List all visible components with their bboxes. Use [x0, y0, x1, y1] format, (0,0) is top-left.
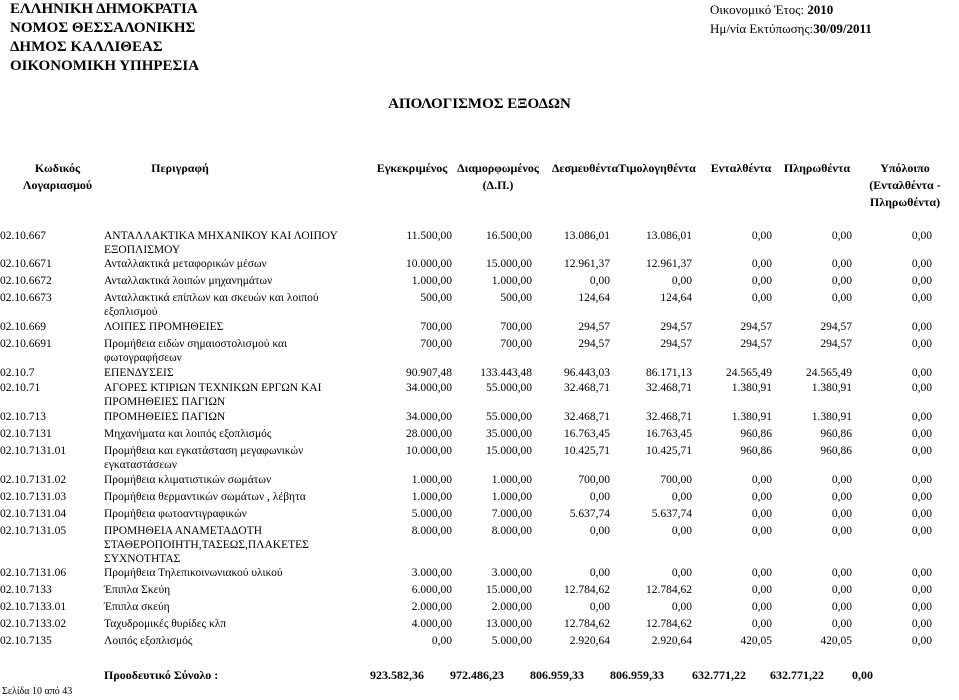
amount-cell: 24.565,49 — [726, 367, 772, 379]
description-line: Προμήθεια θερμαντικών σωμάτων , λέβητα — [104, 491, 306, 503]
amount-cell: 0,00 — [751, 292, 772, 304]
amount-cell: 55.000,00 — [486, 382, 532, 394]
amount-cell: 11.500,00 — [406, 230, 452, 242]
col-header-paid: Πληρωθέντα — [783, 161, 851, 175]
amount-cell: 0,00 — [671, 601, 692, 613]
amount-cell: 294,57 — [660, 321, 692, 333]
description-line: Προμήθεια φωτοαντιγραφικών — [104, 508, 247, 520]
description-line: ΠΡΟΜΗΘΕΙΑ ΑΝΑΜΕΤΑΔΟΤΗ — [104, 525, 263, 537]
amount-cell: 1.000,00 — [491, 474, 532, 486]
amount-cell: 1.000,00 — [491, 491, 532, 503]
amount-cell: 15.000,00 — [486, 445, 532, 457]
amount-cell: 1.380,91 — [811, 411, 852, 423]
account-description — [104, 274, 344, 288]
amount-cell: 700,00 — [500, 338, 532, 350]
amount-cell: 0,00 — [589, 491, 610, 503]
amount-cell: 1.380,91 — [731, 382, 772, 394]
amount-cell: 420,05 — [740, 635, 772, 647]
total-value: 806.959,33 — [610, 668, 664, 682]
amount-cell: 55.000,00 — [486, 411, 532, 423]
account-description — [104, 566, 344, 580]
description-line: ΑΝΤΑΛΛΑΚΤΙΚΑ ΜΗΧΑΝΙΚΟΥ ΚΑΙ ΛΟΙΠΟΥ — [104, 230, 338, 242]
amount-cell: 0,00 — [831, 567, 852, 579]
total-label: Προοδευτικό Σύνολο : — [104, 668, 219, 682]
amount-cell: 133.443,48 — [480, 367, 532, 379]
amount-cell: 0,00 — [589, 567, 610, 579]
amount-cell: 0,00 — [911, 230, 932, 242]
fiscal-year-label: Οικονομικό Έτος: — [710, 2, 805, 17]
description-line: Προμήθεια ειδών σημαιοστολισμού και — [104, 338, 288, 350]
amount-cell: 34.000,00 — [406, 382, 452, 394]
description-line: Ανταλλακτικά επίπλων και σκευών και λοιπού — [104, 292, 319, 304]
account-description — [104, 490, 344, 504]
account-description — [104, 229, 344, 257]
amount-cell: 1.380,91 — [811, 382, 852, 394]
amount-cell: 960,86 — [740, 445, 772, 457]
report-title: ΑΠΟΛΟΓΙΣΜΟΣ ΕΞΟΔΩΝ — [388, 96, 571, 112]
account-description — [104, 366, 344, 380]
account-description — [104, 507, 344, 521]
amount-cell: 35.000,00 — [486, 428, 532, 440]
amount-cell: 86.171,13 — [646, 367, 692, 379]
amount-cell: 0,00 — [911, 411, 932, 423]
amount-cell: 8.000,00 — [491, 525, 532, 537]
amount-cell: 0,00 — [831, 618, 852, 630]
amount-cell: 5.000,00 — [411, 508, 452, 520]
amount-cell: 0,00 — [671, 275, 692, 287]
col-header-approved: Εγκεκριμένος — [376, 161, 448, 175]
col-header-committed: Δεσμευθέντα — [551, 161, 619, 175]
amount-cell: 0,00 — [831, 474, 852, 486]
amount-cell: 5.000,00 — [491, 635, 532, 647]
amount-cell: 700,00 — [660, 474, 692, 486]
amount-cell: 24.565,49 — [806, 367, 852, 379]
header-line: ΔΗΜΟΣ ΚΑΛΛΙΘΕΑΣ — [10, 39, 163, 55]
account-code: 02.10.667 — [0, 230, 46, 242]
description-line: ΕΞΟΠΛΙΣΜΟΥ — [104, 244, 181, 256]
amount-cell: 2.000,00 — [411, 601, 452, 613]
amount-cell: 0,00 — [751, 230, 772, 242]
description-line: Ανταλλακτικά λοιπών μηχανημάτων — [104, 275, 273, 287]
amount-cell: 0,00 — [911, 292, 932, 304]
account-code: 02.10.7131.05 — [0, 525, 67, 537]
amount-cell: 0,00 — [589, 601, 610, 613]
amount-cell: 0,00 — [911, 508, 932, 520]
col-header-remaining: Υπόλοιπο (Ενταλθέντα - Πληρωθέντα) — [869, 161, 941, 209]
amount-cell: 0,00 — [751, 567, 772, 579]
amount-cell: 10.425,71 — [646, 445, 692, 457]
amount-cell: 0,00 — [831, 292, 852, 304]
description-line: ΕΠΕΝΔΥΣΕΙΣ — [104, 367, 174, 379]
amount-cell: 700,00 — [420, 338, 452, 350]
description-line: Λοιπός εξοπλισμός — [104, 635, 193, 647]
amount-cell: 2.920,64 — [651, 635, 692, 647]
amount-cell: 700,00 — [420, 321, 452, 333]
amount-cell: 500,00 — [420, 292, 452, 304]
description-line: ΛΟΙΠΕΣ ΠΡΟΜΗΘΕΙΕΣ — [104, 321, 224, 333]
organization-header — [10, 0, 199, 76]
amount-cell: 10.000,00 — [406, 258, 452, 270]
amount-cell: 0,00 — [751, 508, 772, 520]
amount-cell: 700,00 — [578, 474, 610, 486]
col-header-modified: Διαμορφωμένος (Δ.Π.) — [457, 161, 539, 192]
account-code: 02.10.7133.01 — [0, 601, 67, 613]
amount-cell: 420,05 — [820, 635, 852, 647]
description-line: ΑΓΟΡΕΣ ΚΤΙΡΙΩΝ ΤΕΧΝΙΚΩΝ ΕΡΓΩΝ ΚΑΙ — [104, 382, 322, 394]
description-line: ΣΥΧΝΟΤΗΤΑΣ — [104, 553, 181, 565]
page-number: Σελίδα 10 από 43 — [2, 686, 73, 697]
account-description — [104, 427, 344, 441]
amount-cell: 32.468,71 — [564, 411, 610, 423]
amount-cell: 294,57 — [740, 338, 772, 350]
account-description — [104, 634, 344, 648]
amount-cell: 0,00 — [589, 275, 610, 287]
total-value: 632.771,22 — [692, 668, 746, 682]
amount-cell: 0,00 — [911, 275, 932, 287]
description-line: Ταχυδρομικές θυρίδες κλπ — [104, 618, 227, 630]
amount-cell: 0,00 — [751, 491, 772, 503]
print-date-value: 30/09/2011 — [813, 21, 872, 36]
amount-cell: 10.000,00 — [406, 445, 452, 457]
description-line: Έπιπλα σκεύη — [104, 601, 170, 613]
description-line: Προμήθεια και εγκατάσταση μεγαφωνικών — [104, 445, 304, 457]
print-date-label: Ημ/νία Εκτύπωσης: — [710, 21, 814, 36]
header-line: ΝΟΜΟΣ ΘΕΣΣΑΛΟΝΙΚΗΣ — [10, 20, 196, 36]
amount-cell: 12.784,62 — [564, 584, 610, 596]
amount-cell: 1.000,00 — [491, 275, 532, 287]
amount-cell: 0,00 — [911, 367, 932, 379]
amount-cell: 0,00 — [751, 275, 772, 287]
description-line: Ανταλλακτικά μεταφορικών μέσων — [104, 258, 267, 270]
amount-cell: 1.000,00 — [411, 275, 452, 287]
amount-cell: 124,64 — [578, 292, 610, 304]
amount-cell: 700,00 — [500, 321, 532, 333]
amount-cell: 0,00 — [911, 491, 932, 503]
amount-cell: 96.443,03 — [564, 367, 610, 379]
amount-cell: 0,00 — [911, 474, 932, 486]
account-code: 02.10.7131.04 — [0, 508, 67, 520]
account-code: 02.10.6672 — [0, 275, 52, 287]
account-code: 02.10.7 — [0, 367, 35, 379]
description-line: ΠΡΟΜΗΘΕΙΕΣ ΠΑΓΙΩΝ — [104, 396, 226, 408]
amount-cell: 0,00 — [911, 635, 932, 647]
amount-cell: 0,00 — [911, 258, 932, 270]
account-description — [104, 410, 344, 424]
account-code: 02.10.7131 — [0, 428, 52, 440]
amount-cell: 0,00 — [831, 601, 852, 613]
amount-cell: 90.907,48 — [406, 367, 452, 379]
total-value: 806.959,33 — [530, 668, 584, 682]
amount-cell: 16.763,45 — [564, 428, 610, 440]
col-header-code: Κωδικός Λογαριασμού — [22, 161, 93, 192]
amount-cell: 294,57 — [578, 321, 610, 333]
fiscal-year-value: 2010 — [807, 2, 834, 17]
amount-cell: 0,00 — [911, 445, 932, 457]
header-line: ΟΙΚΟΝΟΜΙΚΗ ΥΠΗΡΕΣΙΑ — [10, 58, 200, 74]
amount-cell: 13.086,01 — [646, 230, 692, 242]
amount-cell: 2.920,64 — [569, 635, 610, 647]
amount-cell: 0,00 — [831, 230, 852, 242]
description-line: Έπιπλα Σκεύη — [104, 584, 171, 596]
description-line: εγκαταστάσεων — [104, 459, 177, 471]
account-description — [104, 291, 344, 319]
description-line: Μηχανήματα και λοιπός εξοπλισμός — [104, 428, 272, 440]
amount-cell: 4.000,00 — [411, 618, 452, 630]
amount-cell: 32.468,71 — [646, 382, 692, 394]
amount-cell: 0,00 — [589, 525, 610, 537]
amount-cell: 0,00 — [671, 567, 692, 579]
account-description — [104, 337, 344, 365]
amount-cell: 0,00 — [911, 428, 932, 440]
amount-cell: 5.637,74 — [651, 508, 692, 520]
amount-cell: 3.000,00 — [411, 567, 452, 579]
amount-cell: 0,00 — [911, 321, 932, 333]
amount-cell: 34.000,00 — [406, 411, 452, 423]
account-description — [104, 600, 344, 614]
amount-cell: 0,00 — [751, 474, 772, 486]
account-code: 02.10.6671 — [0, 258, 52, 270]
amount-cell: 0,00 — [831, 525, 852, 537]
amount-cell: 2.000,00 — [491, 601, 532, 613]
amount-cell: 124,64 — [660, 292, 692, 304]
amount-cell: 0,00 — [831, 258, 852, 270]
amount-cell: 0,00 — [751, 601, 772, 613]
header-line: ΕΛΛΗΝΙΚΗ ΔΗΜΟΚΡΑΤΙΑ — [10, 1, 198, 17]
account-description — [104, 583, 344, 597]
description-line: φωτογραφήσεων — [104, 352, 182, 364]
amount-cell: 294,57 — [820, 338, 852, 350]
amount-cell: 1.000,00 — [411, 474, 452, 486]
amount-cell: 10.425,71 — [564, 445, 610, 457]
amount-cell: 0,00 — [671, 491, 692, 503]
amount-cell: 8.000,00 — [411, 525, 452, 537]
amount-cell: 0,00 — [911, 567, 932, 579]
amount-cell: 0,00 — [751, 258, 772, 270]
total-value: 632.771,22 — [770, 668, 824, 682]
account-code: 02.10.6691 — [0, 338, 52, 350]
account-code: 02.10.7131.06 — [0, 567, 67, 579]
amount-cell: 0,00 — [911, 601, 932, 613]
amount-cell: 0,00 — [831, 491, 852, 503]
account-code: 02.10.7131.03 — [0, 491, 67, 503]
account-description — [104, 320, 344, 334]
amount-cell: 960,86 — [820, 445, 852, 457]
description-line: εξοπλισμού — [104, 306, 158, 318]
account-description — [104, 617, 344, 631]
amount-cell: 0,00 — [911, 525, 932, 537]
amount-cell: 0,00 — [911, 338, 932, 350]
account-description — [104, 444, 344, 472]
col-header-invoiced: Τιμολογηθέντα — [618, 161, 696, 175]
amount-cell: 0,00 — [911, 584, 932, 596]
account-code: 02.10.71 — [0, 382, 41, 394]
amount-cell: 12.784,62 — [564, 618, 610, 630]
amount-cell: 0,00 — [431, 635, 452, 647]
description-line: Προμήθεια Τηλεπικοινωνιακού υλικού — [104, 567, 283, 579]
amount-cell: 1.000,00 — [411, 491, 452, 503]
amount-cell: 32.468,71 — [646, 411, 692, 423]
total-value: 972.486,23 — [450, 668, 504, 682]
total-value: 923.582,36 — [370, 668, 424, 682]
amount-cell: 0,00 — [751, 584, 772, 596]
amount-cell: 294,57 — [740, 321, 772, 333]
amount-cell: 28.000,00 — [406, 428, 452, 440]
account-description — [104, 257, 344, 271]
amount-cell: 294,57 — [820, 321, 852, 333]
amount-cell: 15.000,00 — [486, 584, 532, 596]
account-code: 02.10.713 — [0, 411, 46, 423]
amount-cell: 0,00 — [751, 618, 772, 630]
amount-cell: 12.961,37 — [564, 258, 610, 270]
account-code: 02.10.7133.02 — [0, 618, 67, 630]
amount-cell: 12.961,37 — [646, 258, 692, 270]
amount-cell: 6.000,00 — [411, 584, 452, 596]
amount-cell: 0,00 — [911, 382, 932, 394]
amount-cell: 0,00 — [911, 618, 932, 630]
amount-cell: 13.000,00 — [486, 618, 532, 630]
account-description — [104, 473, 344, 487]
amount-cell: 13.086,01 — [564, 230, 610, 242]
amount-cell: 0,00 — [831, 275, 852, 287]
amount-cell: 5.637,74 — [569, 508, 610, 520]
account-code: 02.10.7135 — [0, 635, 52, 647]
amount-cell: 0,00 — [751, 525, 772, 537]
amount-cell: 32.468,71 — [564, 382, 610, 394]
amount-cell: 0,00 — [831, 584, 852, 596]
total-value: 0,00 — [852, 668, 873, 682]
amount-cell: 3.000,00 — [491, 567, 532, 579]
amount-cell: 500,00 — [500, 292, 532, 304]
description-line: ΠΡΟΜΗΘΕΙΕΣ ΠΑΓΙΩΝ — [104, 411, 226, 423]
amount-cell: 12.784,62 — [646, 584, 692, 596]
account-code: 02.10.7131.01 — [0, 445, 67, 457]
amount-cell: 1.380,91 — [731, 411, 772, 423]
amount-cell: 16.763,45 — [646, 428, 692, 440]
account-description — [104, 381, 344, 409]
col-header-ordered: Ενταλθέντα — [710, 161, 772, 175]
amount-cell: 0,00 — [831, 508, 852, 520]
account-code: 02.10.6673 — [0, 292, 52, 304]
account-code: 02.10.7131.02 — [0, 474, 67, 486]
account-code: 02.10.669 — [0, 321, 46, 333]
amount-cell: 960,86 — [820, 428, 852, 440]
report-meta — [710, 0, 872, 38]
amount-cell: 16.500,00 — [486, 230, 532, 242]
amount-cell: 960,86 — [740, 428, 772, 440]
amount-cell: 0,00 — [671, 525, 692, 537]
amount-cell: 294,57 — [578, 338, 610, 350]
account-description — [104, 524, 344, 566]
account-code: 02.10.7133 — [0, 584, 52, 596]
amount-cell: 15.000,00 — [486, 258, 532, 270]
description-line: ΣΤΑΘΕΡΟΠΟΙΗΤΗ,ΤΑΣΕΩΣ,ΠΛΑΚΕΤΕΣ — [104, 539, 309, 551]
amount-cell: 294,57 — [660, 338, 692, 350]
description-line: Προμήθεια κλιματιστικών σωμάτων — [104, 474, 272, 486]
amount-cell: 12.784,62 — [646, 618, 692, 630]
amount-cell: 7.000,00 — [491, 508, 532, 520]
col-header-description: Περιγραφή — [151, 161, 209, 175]
